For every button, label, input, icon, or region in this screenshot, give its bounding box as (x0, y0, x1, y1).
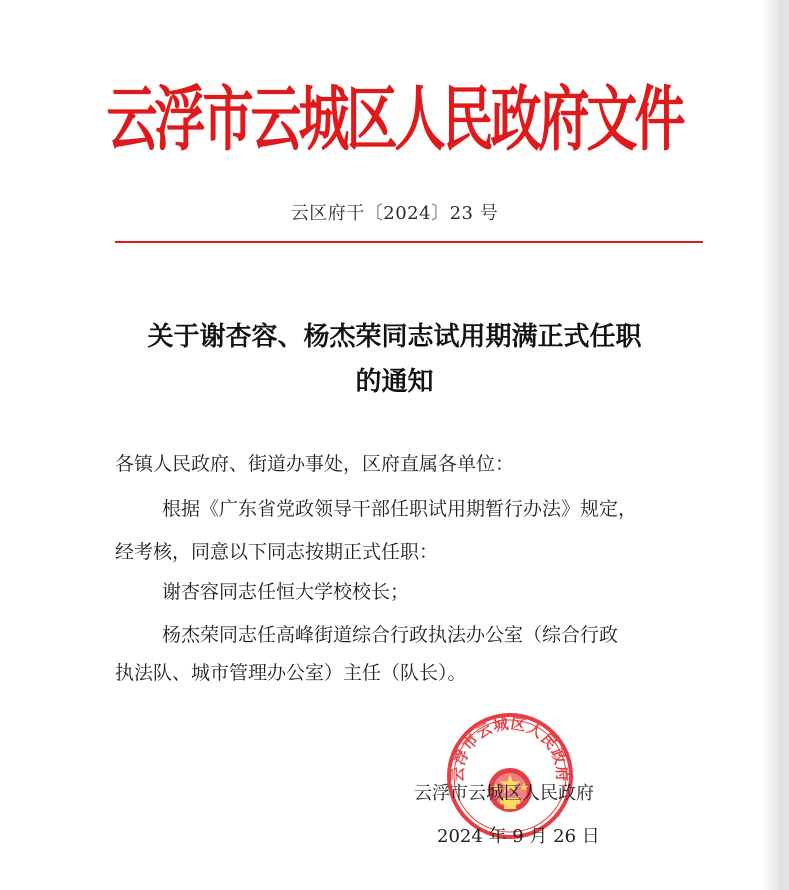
appointment-item-2-line-2: 执法队、城市管理办公室）主任（队长）。 (115, 662, 467, 684)
signature-organization: 云浮市云城区人民政府 (414, 783, 594, 804)
salutation: 各镇人民政府、街道办事处，区府直属各单位： (115, 453, 515, 475)
paragraph-1-line-2: 经考核，同意以下同志按期正式任职： (115, 541, 439, 563)
paragraph-1-line-1: 根据《广东省党政领导干部任职试用期暂行办法》规定， (162, 498, 638, 520)
document-title-line-2: 的通知 (355, 367, 434, 397)
signature-date: 2024 年 9 月 26 日 (437, 826, 600, 847)
seal-text: 云浮市云城区人民政府 (448, 714, 572, 783)
red-separator-line (115, 241, 703, 243)
document-number: 云区府干〔2024〕23 号 (290, 203, 499, 224)
appointment-item-2-line-1: 杨杰荣同志任高峰街道综合行政执法办公室（综合行政 (162, 624, 619, 646)
appointment-item-1: 谢杏容同志任恒大学校校长； (162, 581, 410, 603)
document-header-title: 云浮市云城区人民政府文件 (106, 78, 683, 162)
official-seal-stamp (446, 712, 574, 840)
document-title-line-1: 关于谢杏容、杨杰荣同志试用期满正式任职 (147, 322, 642, 352)
